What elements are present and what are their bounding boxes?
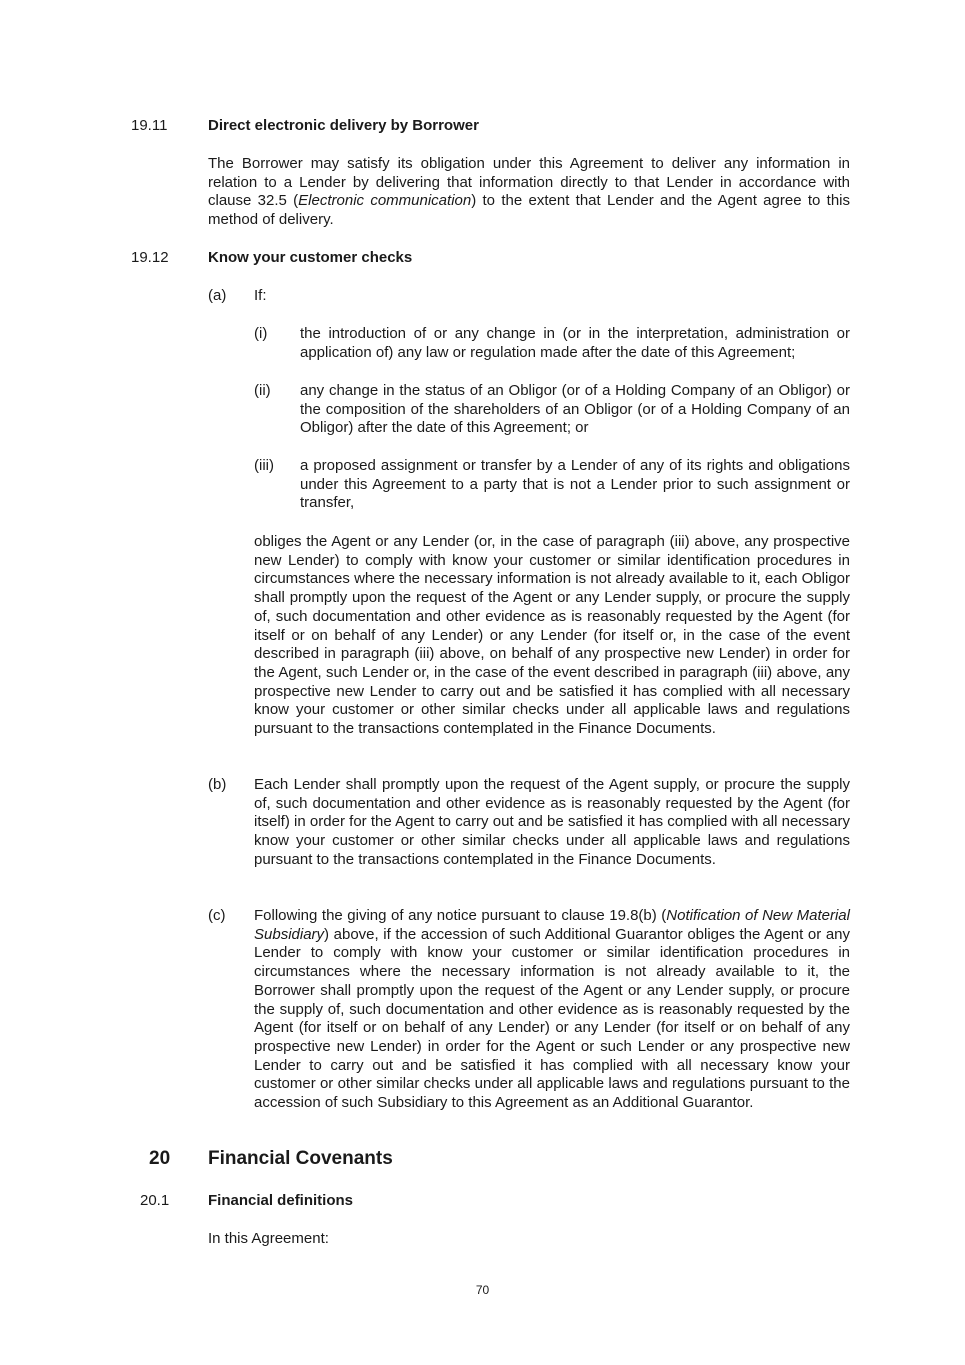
item-c-label: (c) [208, 907, 226, 924]
section-title-19-12: Know your customer checks [208, 249, 413, 266]
paragraph-19-11-text-a: The Borrower may satisfy its obligation under this Agreement to deliver any information in relation to a Lender by delivering that information directly to that Lender in accordance with clause 32.5 ( [208, 155, 850, 210]
item-a-label: (a) [208, 287, 227, 304]
item-c-text [254, 907, 850, 1113]
item-a-lead: If: [254, 287, 267, 304]
paragraph-19-11-text-b: ) to the extent that Lender and the Agent agree to this method of delivery. [208, 192, 850, 229]
paragraph-19-11 [208, 155, 850, 230]
item-c-italic: Notification of New Material Subsidiary [254, 907, 850, 943]
section-number-19-12: 19.12 [131, 249, 169, 266]
item-b-text: Each Lender shall promptly upon the request of the Agent supply, or procure the supply of, such documentation and other evidence as is reasonably requested by the Agent (for itself) in order for the Agent to carry out and be satisfied it has complied with all necessary know your customer or other similar checks under all applicable laws and regulations pursuant to the transactions contemplated in the Finance Documents. [254, 776, 850, 868]
heading-title-20: Financial Covenants [208, 1148, 393, 1169]
subitem-ii-label: (ii) [254, 382, 271, 399]
subitem-i-text: the introduction of or any change in (or in the interpretation, administration or application of) any law or regulation made after the date of this Agreement; [300, 325, 850, 361]
subitem-iii-text: a proposed assignment or transfer by a Lender of any of its rights and obligations under this Agreement to a party that is not a Lender prior to such assignment or transfer, [300, 457, 850, 512]
item-c-text-a: Following the giving of any notice pursuant to clause 19.8(b) ( [254, 907, 667, 924]
section-number-19-11: 19.11 [131, 117, 168, 134]
item-b-label: (b) [208, 776, 227, 793]
paragraph-19-11-italic: Electronic communication [298, 192, 472, 210]
subitem-i-label: (i) [254, 325, 268, 342]
item-a-tail: obliges the Agent or any Lender (or, in the case of paragraph (iii) above, any prospective new Lender) to comply with know your customer or similar identification procedures in circumstances where the necessary information is not already available to it, each Obligor shall promptly upon the request of the Agent or any Lender supply, or procure the supply of, such documentation and other evidence as is reasonably requested by the Agent (for itself or on behalf of any Lender) or any Lender (for itself or, in the case of the event described in paragraph (iii) above, on behalf of any prospective new Lender) in order for the Agent, such Lender or, in the case of the event described in paragraph (iii) above, any prospective new Lender to carry out and be satisfied it has complied with all necessary know your customer or other similar checks under all applicable laws and regulations pursuant to the transactions contemplated in the Finance Documents. [254, 533, 850, 738]
section-title-19-11: Direct electronic delivery by Borrower [208, 117, 479, 134]
section-title-20-1: Financial definitions [208, 1192, 354, 1209]
subitem-ii-text: any change in the status of an Obligor (or of a Holding Company of an Obligor) or the composition of the shareholders of an Obligor (or of a Holding Company of an Obligor) after the date of this Agreement; or [300, 382, 850, 437]
section-number-20-1: 20.1 [140, 1192, 170, 1209]
page-number: 70 [475, 1283, 490, 1297]
subitem-iii-label: (iii) [254, 457, 274, 474]
paragraph-20-1: In this Agreement: [208, 1230, 329, 1247]
item-c-text-b: ) above, if the accession of such Additional Guarantor obliges the Agent or any Lender to comply with know your customer or similar identification procedures in circumstances where the necessary information is not already available to it, the Borrower shall promptly upon the request of the Agent or any Lender supply, or procure the supply of, such documentation and other evidence as is reasonably requested by the Agent (for itself or on behalf of any Lender) or any Lender (for itself or on behalf of any prospective new Lender) in order for the Agent or such Lender or any prospective new Lender to carry out and be satisfied it has complied with all necessary know your customer or other similar checks under all applicable laws and regulations pursuant to the accession of such Subsidiary to this Agreement as an Additional Guarantor. [254, 925, 850, 1112]
heading-number-20: 20 [149, 1148, 171, 1169]
